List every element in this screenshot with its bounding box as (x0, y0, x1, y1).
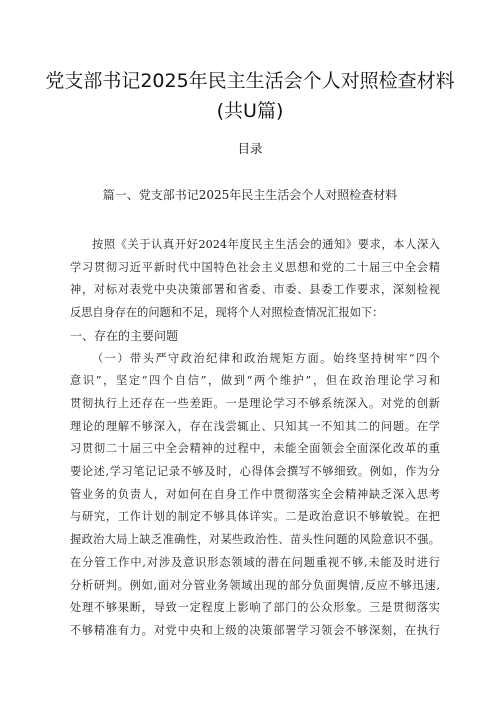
body-line: 按照《关于认真开好2024年度民主生活会的通知》要求，本人深入 (92, 238, 440, 251)
body-line: 在分管工作中,对涉及意识形态领域的潜在问题重视不够,未能及时进行 (70, 555, 440, 569)
section-heading: 一、存在的主要问题 (70, 328, 179, 343)
body-line: 神，对标对表党中央决策部署和省委、市委、县委工作要求，深刻检视 (70, 283, 440, 297)
body-line: 要论述,学习笔记记录不够及时，心得体会撰写不够细致。例如，作为分 (70, 465, 440, 479)
document-subtitle: (共U篇) (216, 100, 284, 122)
body-line: 处理不够果断，导致一定程度上影响了部门的公众形象。三是贯彻落实 (70, 601, 440, 615)
body-line: 不够精准有力。对党中央和上级的决策部署学习领会不够深刻，在执行 (70, 623, 440, 637)
toc-item: 篇一、党支部书记2025年民主生活会个人对照检查材料 (102, 188, 398, 202)
body-line: 学习贯彻习近平新时代中国特色社会主义思想和党的二十届三中全会精 (70, 260, 440, 274)
body-line: 贯彻执行上还存在一些差距。一是理论学习不够系统深入。对党的创新 (70, 396, 440, 410)
toc-heading: 目录 (237, 141, 263, 156)
body-line: 意识”，坚定“四个自信”，做到“两个维护”，但在政治理论学习和 (70, 374, 440, 388)
body-line: 与研究，工作计划的制定不够具体详实。二是政治意识不够敏锐。在把 (70, 510, 440, 524)
body-line: 握政治大局上缺乏准确性，对某些政治性、苗头性问题的风险意识不强。 (70, 533, 440, 547)
body-line: 反思自身存在的问题和不足，现将个人对照检查情况汇报如下： (70, 306, 384, 320)
body-line: 分析研判。例如,面对分管业务领域出现的部分负面舆情,反应不够迅速, (70, 578, 440, 592)
body-line: 管业务的负责人，对如何在自身工作中贯彻落实全会精神缺乏深入思考 (70, 487, 440, 501)
document-title: 党支部书记2025年民主生活会个人对照检查材料 (45, 70, 455, 92)
body-line: 理论的理解不够深入，存在浅尝辄止、只知其一不知其二的问题。在学 (70, 419, 440, 433)
document-body (70, 234, 440, 643)
body-line: （一）带头严守政治纪律和政治规矩方面。始终坚持树牢“四个 (92, 351, 440, 365)
body-line: 习贯彻二十届三中全会精神的过程中，未能全面领会全面深化改革的重 (70, 442, 440, 456)
